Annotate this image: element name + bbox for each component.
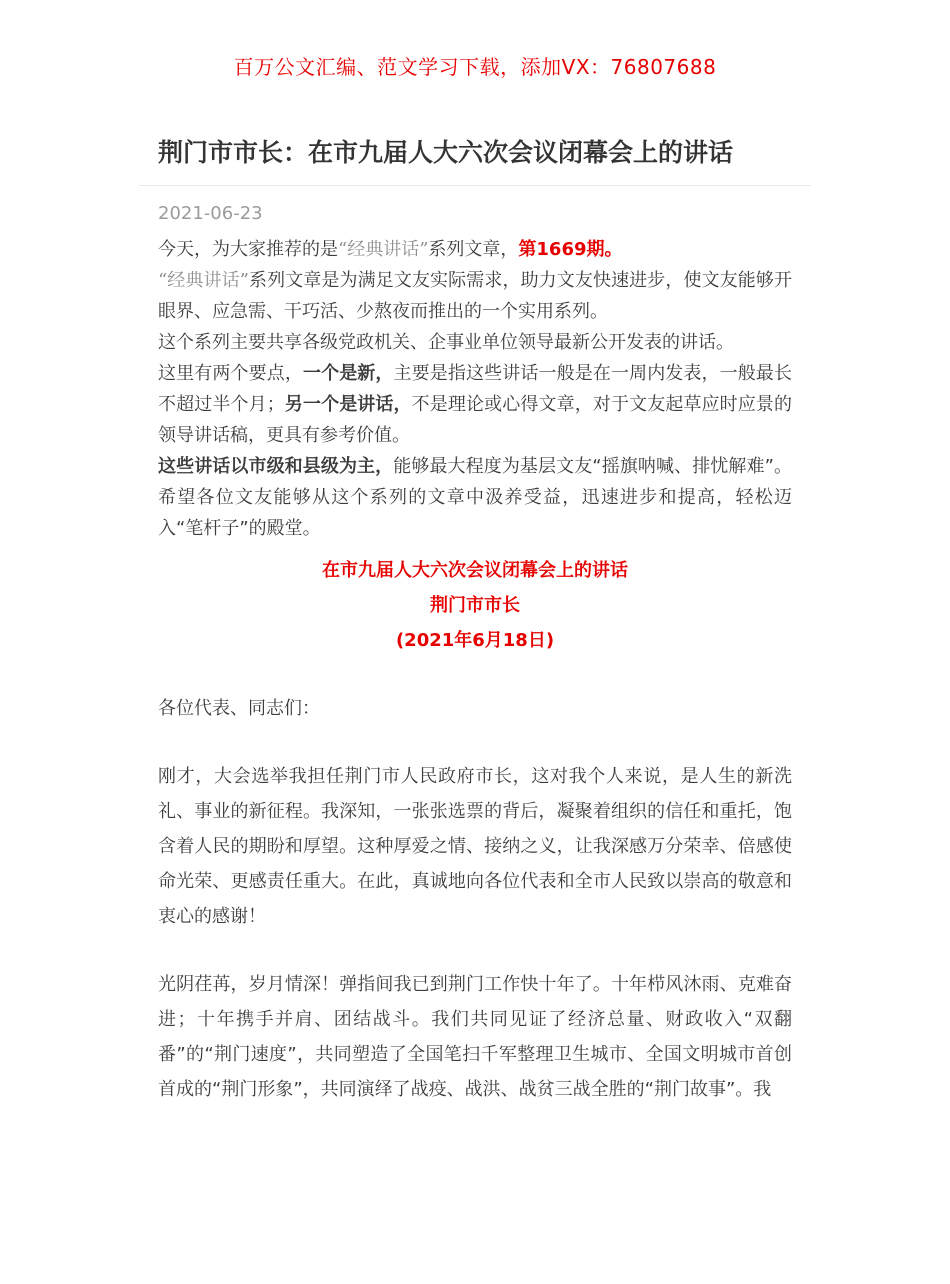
paragraph <box>139 759 811 934</box>
quoted-series-name: “经典讲话” <box>338 239 429 260</box>
speech-headings <box>139 553 811 658</box>
body-text: 刚才，大会选举我担任荆门市人民政府市长，这对我个人来说，是人生的新洗礼、事业的新征程。我深知，一张张选票的背后，凝聚着组织的信任和重托，饱含着人民的期盼和厚望。这种厚爱之情、接纳之义，让我深感万分荣幸、倍感使命光荣、更感责任重大。在此，真诚地向各位代表和全市人民致以崇高的敬意和衷心的感谢！ <box>158 766 792 927</box>
intro-paragraphs <box>139 234 811 544</box>
article <box>139 138 811 1107</box>
paragraph <box>139 691 811 726</box>
body-text: 今天，为大家推荐的是 <box>158 239 338 260</box>
section-heading: 荆门市市长 <box>430 595 520 616</box>
body-text: 能够最大程度为基层文友“摇旗呐喊、排忧解难”。希望各位文友能够从这个系列的文章中汲养受益，迅速进步和提高，轻松迈入“笔杆子”的殿堂。 <box>158 456 792 539</box>
body-text: 主要是指这些讲话一般是在一周内发表，一般最长不超过半个月； <box>158 363 793 415</box>
body-text: 系列文章是为满足文友实际需求，助力文友快速进步，使文友能够开眼界、应急需、干巧活、少熬夜而推出的一个实用系列。 <box>158 270 792 322</box>
body-text: 这个系列主要共享各级党政机关、企事业单位领导最新公开发表的讲话。 <box>158 332 734 353</box>
page-title: 荆门市市长：在市九届人大六次会议闭幕会上的讲话 <box>158 138 734 167</box>
paragraph <box>139 234 811 265</box>
body-text: 光阴荏苒，岁月情深！弹指间我已到荆门工作快十年了。十年栉风沐雨、克难奋进；十年携手并肩、团结战斗。我们共同见证了经济总量、财政收入“双翻番”的“荆门速度”，共同塑造了全国笔扫千军整理卫生城市、全国文明城市首创首成的“荆门形象”，共同演绎了战疫、战洪、战贫三战全胜的“荆门故事”。我 <box>158 974 792 1100</box>
emphasis-text: 一个是新， <box>302 363 394 384</box>
promo-banner-text: 百万公文汇编、范文学习下载，添加VX：76807688 <box>233 55 717 79</box>
speech-paragraphs <box>139 691 811 1107</box>
paragraph <box>139 327 811 358</box>
emphasis-text: 另一个是讲话， <box>284 394 412 415</box>
paragraph <box>139 451 811 544</box>
section-heading: (2021年6月18日) <box>395 630 555 651</box>
body-text: 这里有两个要点， <box>158 363 303 384</box>
emphasis-text: 这些讲话以市级和县级为主， <box>158 456 394 477</box>
body-text: 系列文章， <box>428 239 519 260</box>
paragraph <box>139 967 811 1107</box>
paragraph <box>139 265 811 327</box>
paragraph <box>139 358 811 451</box>
title-divider <box>139 185 811 186</box>
section-heading: 在市九届人大六次会议闭幕会上的讲话 <box>322 560 628 581</box>
highlight-red-text: 第1669期。 <box>518 239 623 260</box>
publish-date: 2021-06-23 <box>158 203 263 224</box>
body-text: 各位代表、同志们： <box>158 698 320 719</box>
quoted-series-name: “经典讲话” <box>158 270 249 291</box>
body-text: 不是理论或心得文章，对于文友起草应时应景的领导讲话稿，更具有参考价值。 <box>158 394 793 446</box>
